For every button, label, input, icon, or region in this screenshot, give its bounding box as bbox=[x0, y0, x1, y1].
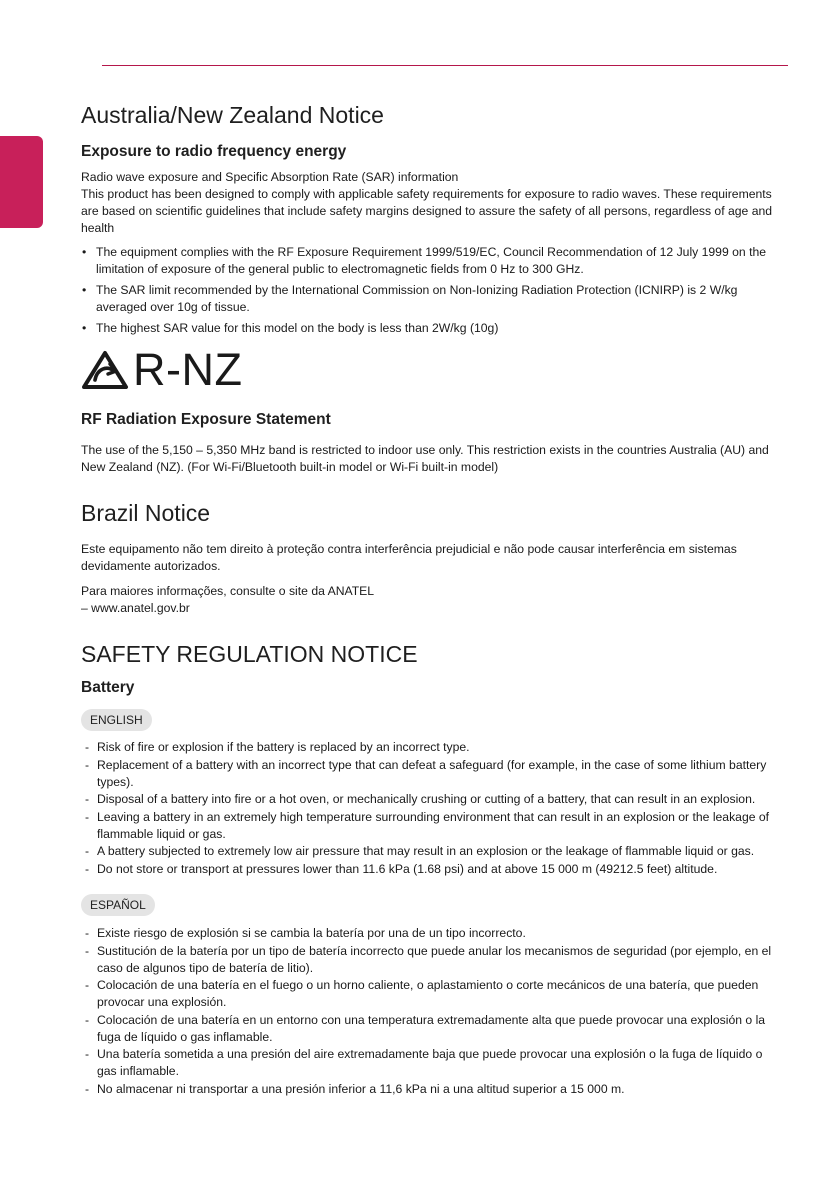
au-nz-title: Australia/New Zealand Notice bbox=[81, 102, 384, 128]
list-item: - Sustitución de la batería por un tipo de batería incorrecto que puede anular los mecanismos de seguridad (por ejemplo, en el caso de algunos tipo de batería de litio). bbox=[81, 943, 781, 977]
list-item: • The SAR limit recommended by the International Commission on Non-Ionizing Radiation Protection (ICNIRP) is 2 W/kg averaged over 10g of tissue. bbox=[81, 282, 781, 316]
au-nz-intro bbox=[81, 169, 781, 237]
sar-info-heading: Radio wave exposure and Specific Absorption Rate (SAR) information bbox=[81, 170, 459, 184]
list-item: - Risk of fire or explosion if the battery is replaced by an incorrect type. bbox=[81, 739, 781, 756]
list-item: - Una batería sometida a una presión del aire extremadamente baja que puede provocar una explosión o la fuga de líquido o gas inflamable. bbox=[81, 1046, 781, 1080]
rcm-compliance-mark bbox=[81, 346, 242, 394]
list-item: • The highest SAR value for this model on the body is less than 2W/kg (10g) bbox=[81, 320, 781, 337]
list-item: - Do not store or transport at pressures lower than 11.6 kPa (1.68 psi) and at above 15 000 m (49212.5 feet) altitude. bbox=[81, 861, 781, 878]
rcm-mark-label: R-NZ bbox=[133, 344, 243, 395]
brazil-text: Este equipamento não tem direito à proteção contra interferência prejudicial e não pode causar interferência em sistemas devidamente autorizados. bbox=[81, 542, 737, 573]
header-rule bbox=[102, 65, 788, 66]
au-nz-bullet-list bbox=[81, 244, 781, 341]
list-item: - No almacenar ni transportar a una presión inferior a 11,6 kPa ni a una altitud superior a 15 000 m. bbox=[81, 1081, 781, 1098]
brazil-contact-line: Para maiores informações, consulte o site da ANATEL bbox=[81, 584, 375, 598]
list-item: - Leaving a battery in an extremely high temperature surrounding environment that can result in an explosion or the leakage of flammable liquid or gas. bbox=[81, 809, 781, 843]
list-item: - Replacement of a battery with an incorrect type that can defeat a safeguard (for example, in the case of some lithium battery types). bbox=[81, 757, 781, 791]
safety-title: SAFETY REGULATION NOTICE bbox=[81, 641, 418, 667]
section-tab-marker bbox=[0, 136, 43, 228]
list-item: - Disposal of a battery into fire or a hot oven, or mechanically crushing or cutting of a battery, that can result in an explosion. bbox=[81, 791, 781, 808]
list-item: • The equipment complies with the RF Exposure Requirement 1999/519/EC, Council Recommendation of 12 July 1999 on the limitation of exposure of the general public to electromagnetic fields from 0 Hz to 300 GHz. bbox=[81, 244, 781, 278]
spanish-battery-list bbox=[81, 925, 781, 1098]
rf-statement-text: The use of the 5,150 – 5,350 MHz band is restricted to indoor use only. This restriction exists in the countries Australia (AU) and New Zealand (NZ). (For Wi-Fi/Bluetooth built-in model or Wi-Fi built-in model) bbox=[81, 443, 769, 474]
english-battery-list bbox=[81, 739, 781, 878]
au-nz-subtitle: Exposure to radio frequency energy bbox=[81, 143, 347, 160]
list-item: - Colocación de una batería en el fuego o un horno caliente, o aplastamiento o corte mecánicos de una batería, que pueden provocar una explosión. bbox=[81, 977, 781, 1011]
battery-subtitle: Battery bbox=[81, 679, 135, 696]
sar-info-text: This product has been designed to comply with applicable safety requirements for exposure to radio waves. These requirements are based on scientific guidelines that include safety margins designed to assure the safety of all persons, regardless of age and health bbox=[81, 187, 773, 235]
list-item: - Colocación de una batería en un entorno con una temperatura extremadamente alta que puede provocar una explosión o la fuga de líquido o gas inflamable. bbox=[81, 1012, 781, 1046]
list-item: - Existe riesgo de explosión si se cambia la batería por una de un tipo incorrecto. bbox=[81, 925, 781, 942]
rf-statement-title: RF Radiation Exposure Statement bbox=[81, 411, 331, 428]
brazil-contact bbox=[81, 583, 781, 617]
anatel-link[interactable]: – www.anatel.gov.br bbox=[81, 601, 190, 615]
rcm-triangle-icon bbox=[81, 350, 129, 390]
language-badge-english: ENGLISH bbox=[81, 709, 152, 731]
brazil-title: Brazil Notice bbox=[81, 500, 211, 526]
list-item: - A battery subjected to extremely low air pressure that may result in an explosion or the leakage of flammable liquid or gas. bbox=[81, 843, 781, 860]
language-badge-spanish: ESPAÑOL bbox=[81, 894, 155, 916]
